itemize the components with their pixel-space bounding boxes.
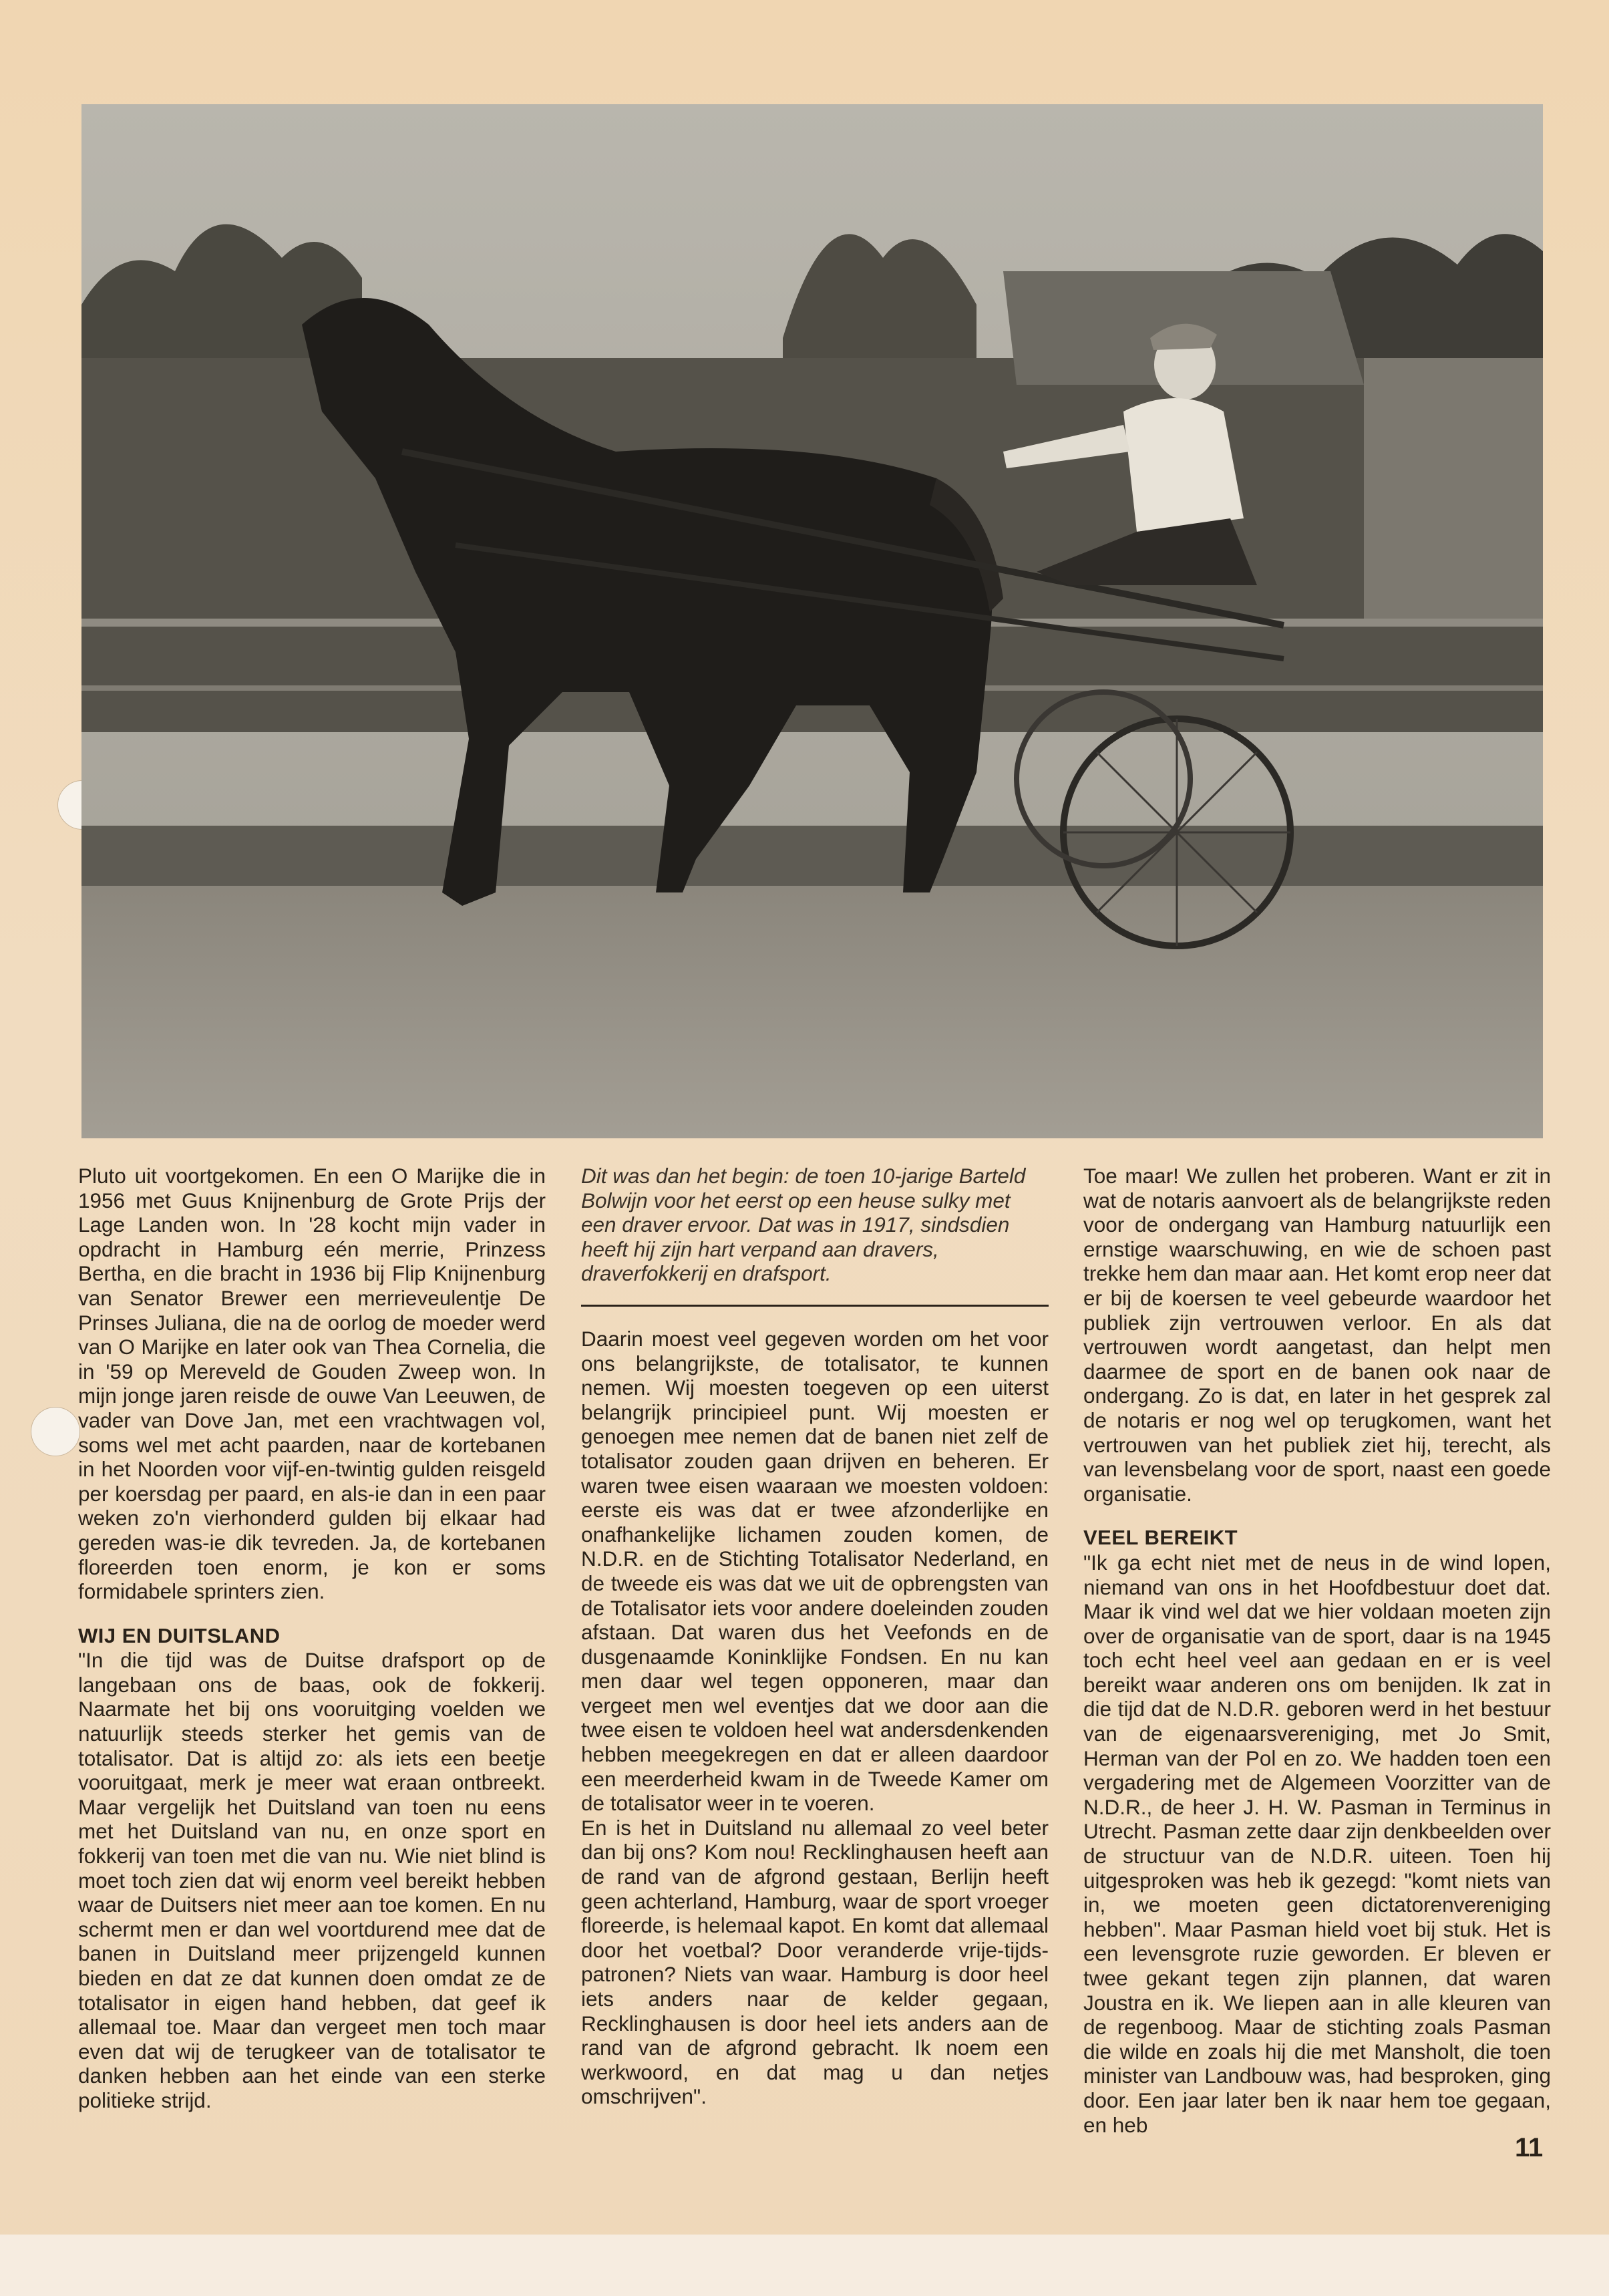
photo-caption: Dit was dan het begin: de toen 10-jarige Barteld Bolwijn voor het eerst op een heuse sulky met een draver ervoor. Dat was in 1917, sindsdien heeft hij zijn hart verpand aan dravers, draverfokkerij en drafsport. <box>581 1164 1026 1286</box>
text-column-1 <box>78 1164 546 2113</box>
column2-paragraph-2: En is het in Duitsland nu allemaal zo veel beter dan bij ons? Kom nou! Recklinghausen heeft aan de rand van de afgrond gestaan, Berlijn heeft geen achterland, Hamburg, waar de sport vroeger floreerde, is helemaal kapot. En komt dat allemaal door het voetbal? Door veranderde vrije-tijds-patronen? Niets van waar. Hamburg is door heel iets anders naar de kelder gegaan, Recklinghausen is door heel iets anders aan de rand van de afgrond gebracht. Ik noem een werkwoord, en dat mag u dan netjes omschrijven". <box>581 1815 1049 2109</box>
page-bottom-margin <box>0 2235 1609 2296</box>
historic-photo-horse-sulky <box>81 104 1543 1138</box>
column2-paragraph-1: Daarin moest veel gegeven worden om het voor ons belangrijkste, de totalisator, te kunnen nemen. Wij moesten toegeven op een uiterst belangrijk principieel punt. Wij moesten er genoegen mee nemen dat de banen niet zelf de totalisator zouden gaan drijven en beheren. Er waren twee eisen waaraan we moesten voldoen: eerste eis was dat er twee afzonderlijke en onafhankelijke lichamen zouden komen, de N.D.R. en de Stichting Totalisator Nederland, en de tweede eis was dat we uit de opbrengsten van de Totalisator iets voor andere doeleinden zouden afstaan. Dat waren dus het Veefonds en de dusgenaamde Koninklijke Fondsen. En nu kan men daar wel tegen opponeren, maar dan vergeet men wel eventjes dat we door aan die twee eisen te voldoen heel wat andersdenkenden hebben meegekregen en dat er alleen daardoor een meerderheid kwam in de Tweede Kamer om de totalisator weer in te voeren. <box>581 1326 1049 1816</box>
text-column-2 <box>581 1164 1049 2109</box>
photo-illustration <box>81 104 1543 1138</box>
page-number: 11 <box>1515 2133 1544 2162</box>
caption-divider <box>581 1305 1049 1307</box>
column3-paragraph-2: "Ik ga echt niet met de neus in de wind lopen, niemand van ons in het Hoofdbestuur doet dat. Maar ik vind wel dat we hier voldaan moeten zijn over de organisatie van de sport, daar is na 1945 toch echt heel veel aan gedaan en er is veel bereikt waar anderen ons om benijden. Ik zat in die tijd dat de N.D.R. geboren werd in het bestuur van de eigenaarsvereniging, met Jo Smit, Herman van der Pol en zo. We hadden toen een vergadering met de Algemeen Voorzitter van de N.D.R., de heer J. H. W. Pasman in Terminus in Utrecht. Pasman zette daar zijn denkbeelden over de structuur van de N.D.R. uiteen. Toen hij uitgesproken was heb ik gezegd: "komt niets van in, we moeten geen dictatorenvereniging hebben". Maar Pasman hield voet bij stuk. Het is een levensgrote ruzie geworden. Er bleven er twee gekant tegen zijn plannen, dat waren Joustra en ik. We liepen aan in alle kleuren van de regenboog. Maar de stichting zoals Pasman die wilde en zoals hij die met Mansholt, die toen minister van Landbouw was, had besproken, ging door. Een jaar later ben ik naar hem toe gegaan, en heb <box>1083 1550 1551 2137</box>
section-heading-veel-bereikt: VEEL BEREIKT <box>1083 1526 1238 1550</box>
text-column-3 <box>1083 1164 1551 2137</box>
grass-verge <box>81 826 1543 886</box>
column3-paragraph-1: Toe maar! We zullen het proberen. Want er zit in wat de notaris aanvoert als de belangrijkste reden voor de ondergang van Hamburg natuurlijk een ernstige waarschuwing, en wie de schoen past trekke hem dan maar aan. Het komt erop neer dat er bij de koersen te veel gebeurde waardoor het publiek zijn vertrouwen verloor. En als dat vertrouwen wordt aangetast, dan helpt men daarmee de sport en de banen ook naar de ondergang. Zo is dat, en later in het gesprek zal de notaris er nog wel op terugkomen, want het vertrouwen van het publiek ziet hij, terecht, als van levensbelang voor de sport, naast een goede organisatie. <box>1083 1164 1551 1506</box>
section-heading-wij-en-duitsland: WIJ EN DUITSLAND <box>78 1623 281 1647</box>
punch-hole-lower <box>31 1407 80 1456</box>
column1-paragraph-2: "In die tijd was de Duitse drafsport op de langebaan ons de baas, ook de fokkerij. Naarmate het bij ons vooruitging voelden we natuurlijk steeds sterker het gemis van de totalisator. Dat is altijd zo: als iets een beetje vooruitgaat, merk je meer wat eraan ontbreekt. Maar vergelijk het Duitsland van toen nu eens met het Duitsland van nu, en onze sport en fokkerij van toen met die van nu. Wie niet blind is moet toch zien dat wij enorm veel bereikt hebben waar de Duitsers niet meer aan toe komen. En nu schermt men er dan wel voortdurend mee dat de banen in Duitsland meer prijzengeld kunnen bieden en dat ze dat kunnen doen omdat ze de totalisator in eigen hand hebben, dat geef ik allemaal toe. Maar dan vergeet men toch maar even dat wij de terugkeer van de totalisator te danken hebben aan het einde van een sterke politieke strijd. <box>78 1648 546 2112</box>
house-right <box>1364 358 1543 625</box>
photo-ground <box>81 879 1543 1138</box>
column1-paragraph-1: Pluto uit voortgekomen. En een O Marijke die in 1956 met Guus Knijnenburg de Grote Prijs der Lage Landen won. In '28 kocht mijn vader in opdracht in Hamburg eén merrie, Prinzess Bertha, en die bracht in 1936 bij Flip Knijnenburg van Senator Brewer een merrieveulentje De Prinses Juliana, die na de oorlog de moeder werd van O Marijke en later ook van Thea Cornelia, die in '59 op Mereveld de Gouden Zweep won. In mijn jonge jaren reisde de ouwe Van Leeuwen, de vader van Dove Jan, met een vrachtwagen vol, soms wel met acht paarden, naar de kortebanen in het Noorden voor vijf-en-twintig gulden reisgeld per koersdag per paard, en als-ie dan in een paar weken zo'n vierhonderd gulden bij elkaar had gereden was-ie dik tevreden. Ja, de kortebanen floreerden toen enorm, je kon er soms formidabele sprinters zien. <box>78 1164 546 1604</box>
